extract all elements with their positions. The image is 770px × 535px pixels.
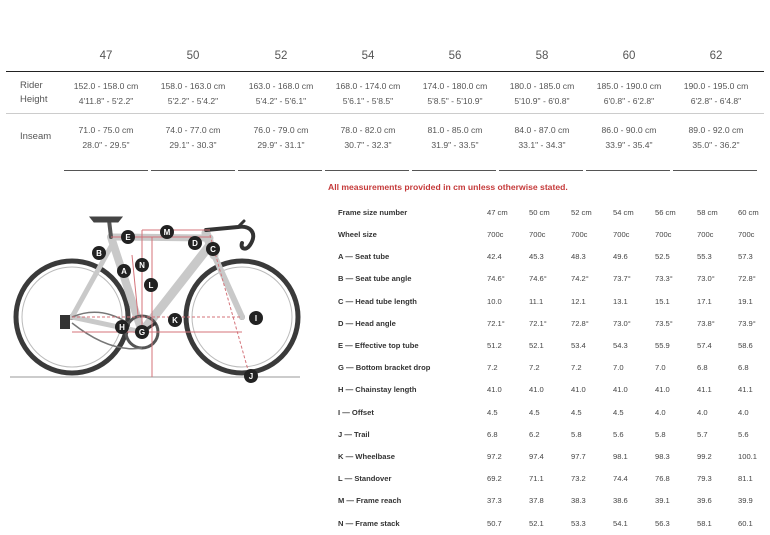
table-cell: 5.8 [655, 429, 666, 439]
ft-range: 5'6.1" - 5'8.5" [342, 96, 394, 106]
table-cell: 19.1 [738, 296, 753, 306]
table-cell: 37.8 [529, 496, 544, 506]
rider-height-cell [236, 79, 326, 109]
bike-geometry-diagram [10, 205, 310, 385]
size-header: 62 [709, 50, 723, 62]
table-cell: 69.2 [487, 474, 502, 484]
table-cell: 6.8 [487, 429, 498, 439]
row-label: J — Trail [338, 429, 370, 439]
table-cell: 76.8 [655, 474, 670, 484]
size-header: 50 [186, 50, 200, 62]
column-underline [412, 156, 496, 171]
cm-range: 78.0 - 82.0 cm [340, 125, 396, 135]
table-cell: 73.2 [571, 474, 586, 484]
badge-c [206, 242, 220, 256]
table-cell: 50.7 [487, 518, 502, 528]
in-range: 33.1" - 34.3" [518, 140, 566, 150]
table-cell: 73.7° [613, 274, 631, 284]
cm-range: 86.0 - 90.0 cm [601, 125, 657, 135]
badge-b [92, 246, 106, 260]
size-header: 47 [99, 50, 113, 62]
table-cell: 72.1° [487, 318, 505, 328]
size-column-header: 47 cm [487, 208, 508, 217]
table-cell: 700c [613, 230, 630, 239]
table-row [338, 274, 768, 290]
table-cell: 41.1 [697, 385, 712, 395]
table-cell: 39.1 [655, 496, 670, 506]
ft-range: 5'4.2" - 5'6.1" [255, 96, 307, 106]
in-range: 28.0" - 29.5" [82, 140, 130, 150]
ft-range: 4'11.8" - 5'2.2" [78, 96, 134, 106]
size-header: 52 [274, 50, 288, 62]
ft-range: 5'8.5" - 5'10.9" [427, 96, 483, 106]
svg-text:H: H [119, 323, 125, 332]
size-header: 56 [448, 50, 462, 62]
table-cell: 13.1 [613, 296, 628, 306]
column-underline [499, 156, 583, 171]
badge-h [115, 320, 129, 334]
column-underline [586, 156, 670, 171]
table-cell: 7.0 [655, 363, 666, 373]
size-header-row [0, 50, 770, 72]
table-cell: 98.3 [655, 452, 670, 461]
table-cell: 38.6 [613, 496, 628, 506]
table-cell: 7.2 [529, 363, 540, 373]
table-cell: 4.5 [571, 407, 582, 417]
column-underline [325, 156, 409, 171]
table-cell: 58.6 [738, 341, 753, 350]
table-cell: 72.1° [529, 318, 547, 328]
row-label: B — Seat tube angle [338, 274, 412, 284]
inseam-cell [148, 123, 238, 153]
rider-height-cell [671, 79, 761, 109]
row-label: M — Frame reach [338, 496, 402, 506]
svg-text:D: D [192, 239, 198, 248]
table-cell: 4.5 [487, 407, 498, 417]
table-cell: 39.9 [738, 496, 753, 506]
table-cell: 71.1 [529, 474, 544, 484]
table-row [338, 408, 768, 424]
svg-text:I: I [254, 314, 258, 323]
cm-range: 185.0 - 190.0 cm [596, 81, 662, 91]
row-label: H — Chainstay length [338, 385, 417, 395]
table-cell: 45.3 [529, 252, 544, 262]
table-row [338, 430, 768, 446]
table-cell: 100.1 [738, 452, 758, 461]
ft-range: 6'2.8" - 6'4.8" [690, 96, 742, 106]
in-range: 30.7" - 32.3" [344, 140, 392, 150]
svg-text:G: G [138, 328, 146, 337]
table-cell: 12.1 [571, 296, 586, 306]
in-range: 29.1" - 30.3" [169, 140, 217, 150]
table-cell: 57.4 [697, 341, 712, 350]
svg-text:B: B [96, 249, 102, 258]
table-cell: 49.6 [613, 252, 628, 262]
in-range: 35.0" - 36.2" [692, 140, 740, 150]
inseam-cell [497, 123, 587, 153]
row-label: Frame size number [338, 208, 408, 217]
table-cell: 700c [529, 230, 546, 239]
table-cell: 5.8 [571, 429, 582, 439]
badge-i [249, 311, 263, 325]
svg-text:E: E [125, 233, 131, 242]
table-cell: 41.0 [529, 385, 544, 395]
divider [6, 113, 764, 114]
table-cell: 7.0 [613, 363, 624, 373]
cm-range: 152.0 - 158.0 cm [73, 81, 139, 91]
inseam-cell [323, 123, 413, 153]
row-label: L — Standover [338, 474, 392, 484]
size-column-header: 56 cm [655, 208, 676, 217]
inseam-cell [584, 123, 674, 153]
table-row [338, 474, 768, 490]
rider-height-cell [584, 79, 674, 109]
cm-range: 81.0 - 85.0 cm [427, 125, 483, 135]
badge-m [160, 225, 174, 239]
svg-text:N: N [139, 261, 145, 270]
table-cell: 41.0 [571, 385, 586, 395]
table-cell: 41.0 [487, 385, 502, 395]
cm-range: 163.0 - 168.0 cm [248, 81, 314, 91]
table-row [338, 230, 768, 246]
table-cell: 51.2 [487, 341, 502, 350]
badge-a [117, 264, 131, 278]
table-cell: 4.5 [529, 407, 540, 417]
rider-height-cell [410, 79, 500, 109]
table-cell: 4.0 [738, 407, 749, 417]
table-cell: 17.1 [697, 296, 712, 306]
in-range: 33.9" - 35.4" [605, 140, 653, 150]
cm-range: 76.0 - 79.0 cm [253, 125, 309, 135]
table-cell: 53.4 [571, 341, 586, 350]
row-label: N — Frame stack [338, 518, 400, 528]
svg-text:K: K [172, 316, 178, 325]
svg-text:C: C [210, 245, 216, 254]
row-label: E — Effective top tube [338, 341, 419, 350]
table-cell: 52.1 [529, 518, 544, 528]
table-cell: 81.1 [738, 474, 753, 484]
table-cell: 5.6 [738, 429, 749, 439]
table-cell: 54.3 [613, 341, 628, 350]
rider-label: Rider [20, 80, 43, 91]
table-cell: 4.0 [697, 407, 708, 417]
inseam-label: Inseam [20, 131, 52, 142]
badge-n [135, 258, 149, 272]
table-cell: 5.7 [697, 429, 708, 439]
table-cell: 41.0 [613, 385, 628, 395]
size-column-header: 52 cm [571, 208, 592, 217]
inseam-cell [671, 123, 761, 153]
table-cell: 6.8 [697, 363, 708, 373]
size-column-header: 60 cm [738, 208, 759, 217]
column-underline [64, 156, 148, 171]
table-row [338, 385, 768, 401]
cm-range: 84.0 - 87.0 cm [514, 125, 570, 135]
size-header: 60 [622, 50, 636, 62]
table-cell: 72.8° [738, 274, 756, 284]
table-row [338, 297, 768, 313]
table-cell: 73.0° [613, 318, 631, 328]
table-cell: 48.3 [571, 252, 586, 262]
divider [6, 71, 764, 72]
row-label: A — Seat tube [338, 252, 390, 262]
table-cell: 55.3 [697, 252, 712, 262]
table-cell: 73.9° [738, 318, 756, 328]
in-range: 29.9" - 31.1" [257, 140, 305, 150]
table-row [338, 319, 768, 335]
table-cell: 97.7 [571, 452, 586, 461]
size-header: 58 [535, 50, 549, 62]
cm-range: 89.0 - 92.0 cm [688, 125, 744, 135]
column-underline [238, 156, 322, 171]
cm-range: 158.0 - 163.0 cm [160, 81, 226, 91]
svg-text:M: M [163, 228, 171, 237]
cm-range: 174.0 - 180.0 cm [422, 81, 488, 91]
cm-range: 168.0 - 174.0 cm [335, 81, 401, 91]
table-cell: 4.0 [655, 407, 666, 417]
column-underline [673, 156, 757, 171]
table-cell: 97.2 [487, 452, 502, 461]
badge-g [135, 325, 149, 339]
table-cell: 6.2 [529, 429, 540, 439]
table-cell: 73.5° [655, 318, 673, 328]
table-cell: 700c [738, 230, 755, 239]
row-label: K — Wheelbase [338, 452, 395, 461]
fit-table [0, 0, 770, 172]
in-range: 31.9" - 33.5" [431, 140, 479, 150]
table-cell: 73.3° [655, 274, 673, 284]
table-cell: 700c [487, 230, 504, 239]
badge-j [244, 369, 258, 383]
table-row [338, 519, 768, 535]
table-cell: 74.6° [487, 274, 505, 284]
rider-height-cell [148, 79, 238, 109]
rider-height-cell [323, 79, 413, 109]
table-cell: 99.2 [697, 452, 712, 461]
row-label: C — Head tube length [338, 296, 417, 306]
size-header: 54 [361, 50, 375, 62]
table-cell: 74.6° [529, 274, 547, 284]
svg-text:L: L [148, 281, 154, 290]
table-cell: 700c [655, 230, 672, 239]
badge-l [144, 278, 158, 292]
size-column-header: 54 cm [613, 208, 634, 217]
cm-range: 74.0 - 77.0 cm [165, 125, 221, 135]
inseam-cell [410, 123, 500, 153]
cm-range: 180.0 - 185.0 cm [509, 81, 575, 91]
table-row [338, 341, 768, 357]
table-cell: 53.3 [571, 518, 586, 528]
table-cell: 54.1 [613, 518, 628, 528]
table-cell: 58.1 [697, 518, 712, 528]
table-cell: 41.0 [655, 385, 670, 395]
table-row [338, 452, 768, 468]
rider-height-cell [497, 79, 587, 109]
table-cell: 11.1 [529, 296, 544, 306]
size-column-header: 50 cm [529, 208, 550, 217]
table-cell: 73.0° [697, 274, 715, 284]
row-label: Wheel size [338, 230, 377, 239]
table-cell: 7.2 [487, 363, 498, 373]
table-cell: 52.1 [529, 341, 544, 350]
rider-height-label [20, 79, 47, 107]
table-row [338, 252, 768, 268]
table-cell: 42.4 [487, 252, 502, 262]
column-underline [151, 156, 235, 171]
table-cell: 97.4 [529, 452, 544, 461]
table-cell: 700c [571, 230, 588, 239]
ft-range: 6'0.8" - 6'2.8" [603, 96, 655, 106]
ft-range: 5'2.2" - 5'4.2" [167, 96, 219, 106]
geometry-header-row [338, 208, 768, 224]
table-cell: 72.8° [571, 318, 589, 328]
table-cell: 98.1 [613, 452, 628, 461]
table-cell: 38.3 [571, 496, 586, 506]
cm-range: 71.0 - 75.0 cm [78, 125, 134, 135]
table-cell: 74.4 [613, 474, 628, 484]
table-cell: 52.5 [655, 252, 670, 262]
table-cell: 15.1 [655, 296, 670, 306]
cm-range: 190.0 - 195.0 cm [683, 81, 749, 91]
badge-d [188, 236, 202, 250]
table-cell: 56.3 [655, 518, 670, 528]
badge-e [121, 230, 135, 244]
table-cell: 700c [697, 230, 714, 239]
table-cell: 5.6 [613, 429, 624, 439]
table-cell: 39.6 [697, 496, 712, 506]
badge-k [168, 313, 182, 327]
ft-range: 5'10.9" - 6'0.8" [514, 96, 570, 106]
inseam-cell [236, 123, 326, 153]
table-cell: 6.8 [738, 363, 749, 373]
table-cell: 4.5 [613, 407, 624, 417]
table-cell: 55.9 [655, 341, 670, 350]
svg-text:A: A [121, 267, 127, 276]
table-cell: 57.3 [738, 252, 753, 262]
table-cell: 41.1 [738, 385, 753, 395]
height-label: Height [20, 94, 48, 105]
table-cell: 79.3 [697, 474, 712, 484]
table-cell: 37.3 [487, 496, 502, 506]
size-column-header: 58 cm [697, 208, 718, 217]
row-label: G — Bottom bracket drop [338, 363, 431, 373]
row-label: I — Offset [338, 407, 374, 417]
inseam-cell [61, 123, 151, 153]
table-row [338, 496, 768, 512]
table-row [338, 363, 768, 379]
rider-height-cell [61, 79, 151, 109]
svg-text:J: J [248, 372, 254, 381]
table-cell: 7.2 [571, 363, 582, 373]
table-cell: 73.8° [697, 318, 715, 328]
table-cell: 10.0 [487, 296, 502, 306]
table-cell: 74.2° [571, 274, 589, 284]
row-label: D — Head angle [338, 318, 396, 328]
measurement-note: All measurements provided in cm unless otherwise stated. [328, 182, 568, 192]
table-cell: 60.1 [738, 518, 753, 528]
